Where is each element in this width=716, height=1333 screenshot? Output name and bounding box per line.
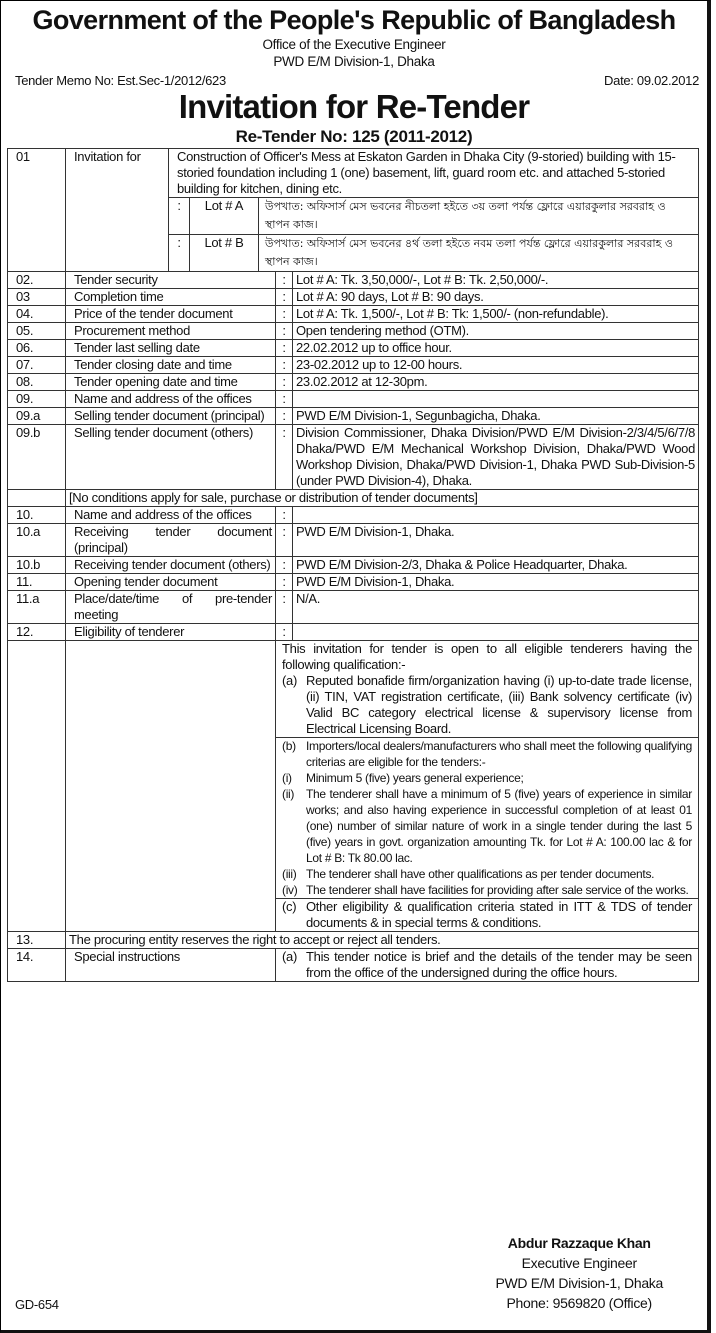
row-value: PWD E/M Division-1, Segunbagicha, Dhaka. [293,408,699,425]
row-label: Receiving tender document (others) [66,557,276,574]
eligibility-row [8,641,699,932]
row-number: 04. [8,306,66,323]
division-line: PWD E/M Division-1, Dhaka [273,54,435,69]
row-label: Price of the tender document [66,306,276,323]
eligibility-item: (c) Other eligibility & qualification criteria stated in ITT & TDS of tender documents & in special terms & conditions. [282,899,692,930]
table-row [8,574,699,591]
table-row-13: 13. The procuring entity reserves the right to accept or reject all tenders. [8,932,699,949]
row-value [293,624,699,641]
row-colon: : [276,323,293,340]
table-row-01 [8,149,699,272]
row-number: 07. [8,357,66,374]
eligibility-b-block [276,737,698,898]
signatory-title: Executive Engineer [521,1255,637,1271]
row-value: 22.02.2012 up to office hour. [293,340,699,357]
row-label: Opening tender document [66,574,276,591]
row-colon: : [276,624,293,641]
row-label: Tender closing date and time [66,357,276,374]
table-row [8,507,699,524]
tender-table [7,148,699,982]
row-value: Division Commissioner, Dhaka Division/PWD E/M Division-2/3/4/5/6/7/8 Dhaka/PWD E/M Mechanical Workshop Division, Dhaka/PWD Wood Workshop Division, Dhaka/PWD Division-1, Dhaka PWD Sub-Division-5 (under PWD Division-4), Dhaka. [293,425,699,490]
table-row [8,557,699,574]
row-number: 01 [8,149,66,272]
lot-label: Lot # A [190,198,259,234]
row-label: Selling tender document (others) [66,425,276,490]
row-label: Receiving tender document (principal) [66,524,276,557]
memo-number: Tender Memo No: Est.Sec-1/2012/623 [15,73,226,88]
lot-description: উপখাত: অফিসার্স মেস ভবনের ৪র্থ তলা হইতে নবম তলা পর্যন্ত ফ্লোরে এয়ারকুলার সরবরাহ ও স্থাপন কাজ। [265,237,673,268]
signatory-name: Abdur Razzaque Khan [507,1235,651,1251]
row-number: 11.a [8,591,66,624]
table-row [8,289,699,306]
table-row [8,391,699,408]
table-row [8,524,699,557]
table-row [8,624,699,641]
lot-b-row: : Lot # B উপখাত: অফিসার্স মেস ভবনের ৪র্থ তলা হইতে নবম তলা পর্যন্ত ফ্লোরে এয়ারকুলার সরবরাহ ও স্থাপন কাজ। [169,234,698,271]
row-colon: : [276,408,293,425]
lot-description: উপখাত: অফিসার্স মেস ভবনের নীচতলা হইতে ৩য় তলা পর্যন্ত ফ্লোরে এয়ারকুলার সরবরাহ ও স্থাপন কাজ। [265,200,666,231]
row-value: 23-02.2012 up to 12-00 hours. [293,357,699,374]
invitation-description: Construction of Officer's Mess at Eskaton Garden in Dhaka City (9-storied) building with 15-storied foundation including 1 (one) basement, lift, guard room etc. and attached 5-storied building for kitchen, dining etc. [177,149,676,196]
row-label: Special instructions [66,949,276,982]
row-label: Place/date/time of pre-tender meeting [66,591,276,624]
signature-block [495,1233,663,1313]
row-number [8,490,66,507]
eligibility-item: (b) Importers/local dealers/manufacturers who shall meet the following qualifying criterias are eligible for the tenders:- [282,739,692,769]
row-number: 06. [8,340,66,357]
row-number: 11. [8,574,66,591]
tender-number: Re-Tender No: 125 (2011-2012) [235,127,473,146]
row-label: Name and address of the offices [66,391,276,408]
eligibility-item: (iv) The tenderer shall have facilities for providing after sale service of the works. [282,883,689,897]
row-value: Lot # A: Tk. 3,50,000/-, Lot # B: Tk. 2,50,000/-. [293,272,699,289]
row-label: Tender security [66,272,276,289]
gd-code: GD-654 [15,1297,59,1312]
row-value [293,391,699,408]
row-value: PWD E/M Division-1, Dhaka. [293,574,699,591]
table-row [8,490,699,507]
table-row [8,272,699,289]
notice-title: Invitation for Re-Tender [178,88,530,125]
row-value [293,507,699,524]
eligibility-item: (ii) The tenderer shall have a minimum of 5 (five) years of experience in similar works; and also having experience in successful completion of at least 01 (one) number of similar nature of work in a single tender during the last 5 (five) years in govt. organization amounting Tk. for Lot # A: 100.00 lac & for Lot # B: Tk 80.00 lac. [282,787,692,865]
signatory-office: PWD E/M Division-1, Dhaka [495,1275,663,1291]
table-row [8,340,699,357]
eligibility-item: (a) Reputed bonafide firm/organization having (i) up-to-date trade license, (ii) TIN, VAT registration certificate, (iii) Bank solvency certificate (iv) Valid BC category electrical license & supervisory license from Electrical Licensing Board. [282,673,692,736]
row-colon: : [276,374,293,391]
special-instruction: This tender notice is brief and the details of the tender may be seen from the office of the undersigned during the office hours. [306,949,692,980]
eligibility-item: (iii) The tenderer shall have other qualifications as per tender documents. [282,867,655,881]
row-number: 09.b [8,425,66,490]
table-row [8,357,699,374]
row-label: Invitation for [66,149,169,271]
row-number: 10. [8,507,66,524]
row-colon: : [276,574,293,591]
row-colon: : [276,507,293,524]
table-row-14: 14. Special instructions (a) This tender notice is brief and the details of the tender may be seen from the office of the undersigned during the office hours. [8,949,699,982]
notice-date: Date: 09.02.2012 [604,73,699,88]
row-colon: : [276,357,293,374]
row-number: 09.a [8,408,66,425]
row-value: N/A. [293,591,699,624]
row-number: 02. [8,272,66,289]
row-label: Selling tender document (principal) [66,408,276,425]
row-number: 05. [8,323,66,340]
row-number: 03 [8,289,66,306]
row-colon: : [276,306,293,323]
row-text: The procuring entity reserves the right to accept or reject all tenders. [66,932,699,949]
signatory-phone: Phone: 9569820 (Office) [506,1295,652,1311]
eligibility-intro: This invitation for tender is open to all eligible tenderers having the following qualification:- [282,641,692,672]
table-row [8,323,699,340]
table-row [8,408,699,425]
row-number: 10.b [8,557,66,574]
row-number: 09. [8,391,66,408]
office-line: Office of the Executive Engineer [262,37,446,52]
government-heading: Government of the People's Republic of Bangladesh [32,5,676,35]
row-label: Completion time [66,289,276,306]
row-value: Lot # A: 90 days, Lot # B: 90 days. [293,289,699,306]
row-colon: : [276,391,293,408]
table-row [8,306,699,323]
eligibility-item: (i) Minimum 5 (five) years general experience; [282,771,524,785]
row-number: 12. [8,624,66,641]
row-colon: : [276,557,293,574]
row-label: Name and address of the offices [66,507,276,524]
row-value: PWD E/M Division-1, Dhaka. [293,524,699,557]
row-value: 23.02.2012 at 12-30pm. [293,374,699,391]
row-colon: : [276,524,293,557]
row-label: Tender opening date and time [66,374,276,391]
table-row [8,374,699,391]
row-number: 08. [8,374,66,391]
row-number: 10.a [8,524,66,557]
row-colon: : [276,425,293,490]
row-value: Open tendering method (OTM). [293,323,699,340]
row-label: Procurement method [66,323,276,340]
table-row [8,425,699,490]
row-colon: : [276,591,293,624]
row-colon: : [276,340,293,357]
row-colon: : [276,272,293,289]
lot-label: Lot # B [190,235,259,271]
row-value: Lot # A: Tk. 1,500/-, Lot # B: Tk: 1,500/- (non-refundable). [293,306,699,323]
row-colon: : [276,289,293,306]
row-note: [No conditions apply for sale, purchase or distribution of tender documents] [66,490,699,507]
table-row [8,591,699,624]
row-label: Tender last selling date [66,340,276,357]
lot-a-row: : Lot # A উপখাত: অফিসার্স মেস ভবনের নীচতলা হইতে ৩য় তলা পর্যন্ত ফ্লোরে এয়ারকুলার সরবরাহ ও স্থাপন কাজ। [169,197,698,234]
row-value: PWD E/M Division-2/3, Dhaka & Police Headquarter, Dhaka. [293,557,699,574]
row-label: Eligibility of tenderer [66,624,276,641]
